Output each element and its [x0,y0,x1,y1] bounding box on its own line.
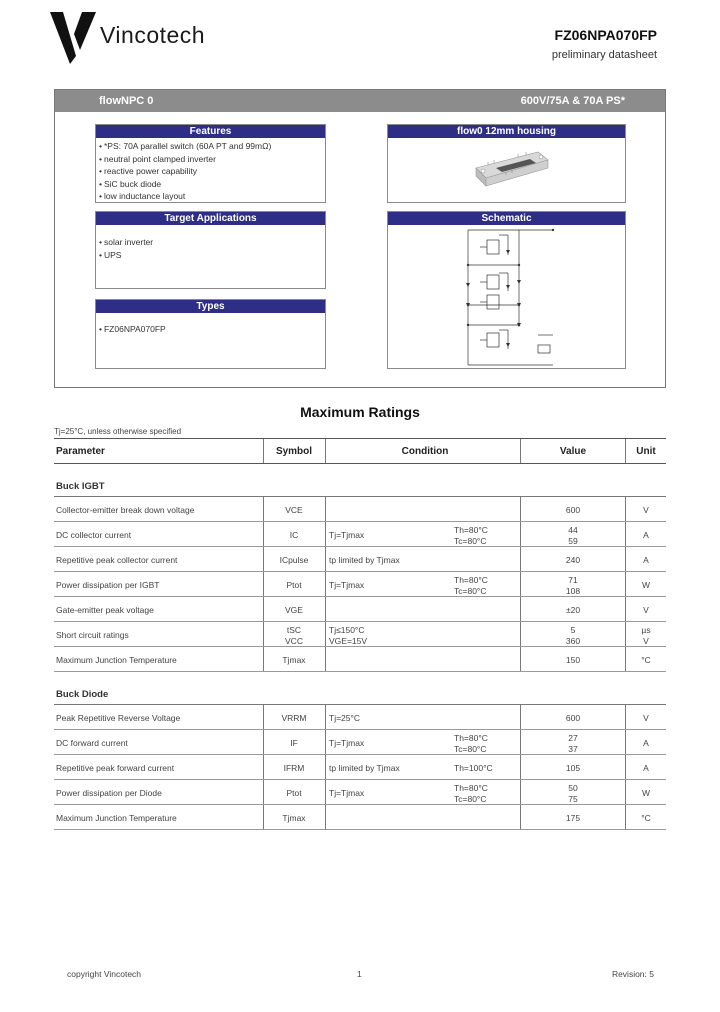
product-family: flowNPC 0 [99,95,154,107]
features-title: Features [96,125,325,138]
section-title: Buck IGBT [56,481,105,492]
cell-condition: tp limited by Tjmax [329,555,400,565]
product-rating: 600V/75A & 70A PS* [520,95,625,107]
list-item: • solar inverter [99,236,325,249]
features-list [96,138,325,203]
table-row [54,497,666,522]
ratings-title: Maximum Ratings [300,404,420,420]
cell-symbol: IF [290,738,298,748]
cell-parameter: Power dissipation per Diode [56,788,162,798]
features-panel [95,124,326,203]
maximum-ratings-table [54,438,666,830]
cell-value: 44 59 [568,525,578,546]
cell-parameter: Maximum Junction Temperature [56,813,177,823]
cell-value: 600 [565,505,581,515]
types-panel [95,299,326,369]
cell-unit: °C [641,813,651,823]
list-item: • *PS: 70A parallel switch (60A PT and 99mΩ) [99,140,325,153]
list-item: • SiC buck diode [99,178,325,191]
target-applications-list [96,225,325,261]
cell-unit: µs V [641,625,651,646]
cell-condition: Tj=25°C [329,713,361,723]
cell-symbol: ICpulse [279,555,309,565]
schematic-title: Schematic [388,212,625,225]
cell-unit: A [643,763,649,773]
schematic-diagram [388,225,625,368]
types-title: Types [96,300,325,313]
cell-temperature-condition: Th=80°C Tc=80°C [454,733,488,754]
cell-symbol: tSC VCC [285,625,303,646]
cell-unit: V [643,713,649,723]
table-row [54,522,666,547]
list-item: • neutral point clamped inverter [99,153,325,166]
cell-unit: °C [641,655,651,665]
target-applications-title: Target Applications [96,212,325,225]
schematic-panel [387,211,626,369]
cell-symbol: Ptot [286,580,302,590]
table-header [54,438,666,464]
footer-page-number: 1 [357,969,362,979]
product-summary-box [54,89,666,388]
cell-symbol: IFRM [283,763,305,773]
column-header-parameter: Parameter [56,446,105,457]
cell-symbol: VGE [285,605,303,615]
cell-condition: Tj=Tjmax [329,530,365,540]
column-header-unit: Unit [636,446,656,457]
list-item: • UPS [99,249,325,262]
footer-copyright: copyright Vincotech [67,969,142,979]
housing-title: flow0 12mm housing [388,125,625,138]
cell-condition: Tj=Tjmax [329,788,365,798]
column-header-condition: Condition [401,446,449,457]
types-list [96,313,325,336]
table-row [54,755,666,780]
cell-symbol: Tjmax [282,813,306,823]
cell-value: 175 [565,813,581,823]
cell-parameter: Repetitive peak collector current [56,555,178,565]
cell-value: 71 108 [565,575,581,596]
cell-parameter: Power dissipation per IGBT [56,580,160,590]
cell-condition: tp limited by Tjmax [329,763,400,773]
cell-unit: V [643,505,649,515]
cell-condition: Tj=Tjmax [329,738,365,748]
cell-symbol: Tjmax [282,655,306,665]
table-row [54,780,666,805]
cell-value: ±20 [565,605,581,615]
ratings-note: Tj=25°C, unless otherwise specified [54,427,182,436]
cell-parameter: DC forward current [56,738,128,748]
cell-unit: A [643,530,649,540]
brand-name: Vincotech [100,22,206,48]
section-header [54,682,666,705]
cell-value: 5 360 [565,625,581,646]
cell-symbol: Ptot [286,788,302,798]
cell-value: 50 75 [568,783,578,804]
list-item: • FZ06NPA070FP [99,323,325,336]
cell-value: 27 37 [568,733,578,754]
module-housing-image [388,138,625,202]
cell-symbol: VCE [285,505,303,515]
cell-parameter: Maximum Junction Temperature [56,655,177,665]
cell-temperature-condition: Th=80°C Tc=80°C [454,575,488,596]
part-number: FZ06NPA070FP [554,27,657,43]
cell-symbol: VRRM [281,713,307,723]
cell-value: 240 [565,555,581,565]
table-row [54,730,666,755]
table-row [54,622,666,647]
column-header-value: Value [559,446,587,457]
table-row [54,647,666,672]
summary-header [55,90,665,112]
cell-temperature-condition: Th=80°C Tc=80°C [454,783,488,804]
cell-parameter: Peak Repetitive Reverse Voltage [56,713,181,723]
cell-temperature-condition: Th=80°C Tc=80°C [454,525,488,546]
cell-unit: W [641,788,651,798]
cell-parameter: Collector-emitter break down voltage [56,505,195,515]
cell-value: 105 [565,763,581,773]
column-header-symbol: Symbol [275,446,313,457]
cell-parameter: Gate-emitter peak voltage [56,605,154,615]
cell-value: 150 [565,655,581,665]
cell-condition: Tj=Tjmax [329,580,365,590]
target-applications-panel [95,211,326,289]
section-title: Buck Diode [56,689,109,700]
vincotech-logo [50,12,96,64]
section-header [54,474,666,497]
cell-parameter: Repetitive peak forward current [56,763,175,773]
list-item: • low inductance layout [99,190,325,203]
table-row [54,547,666,572]
table-row [54,572,666,597]
list-item: • reactive power capability [99,165,325,178]
housing-panel [387,124,626,203]
cell-unit: A [643,738,649,748]
cell-temperature-condition: Th=100°C [454,763,493,773]
document-status: preliminary datasheet [551,49,657,61]
table-row [54,597,666,622]
cell-unit: V [643,605,649,615]
cell-value: 600 [565,713,581,723]
table-row [54,805,666,830]
cell-unit: W [641,580,651,590]
cell-parameter: Short circuit ratings [56,630,129,640]
table-row [54,705,666,730]
cell-condition: Tj≤150°C VGE=15V [329,625,368,646]
cell-unit: A [643,555,649,565]
footer-revision: Revision: 5 [611,969,654,979]
cell-parameter: DC collector current [56,530,132,540]
cell-symbol: IC [289,530,299,540]
